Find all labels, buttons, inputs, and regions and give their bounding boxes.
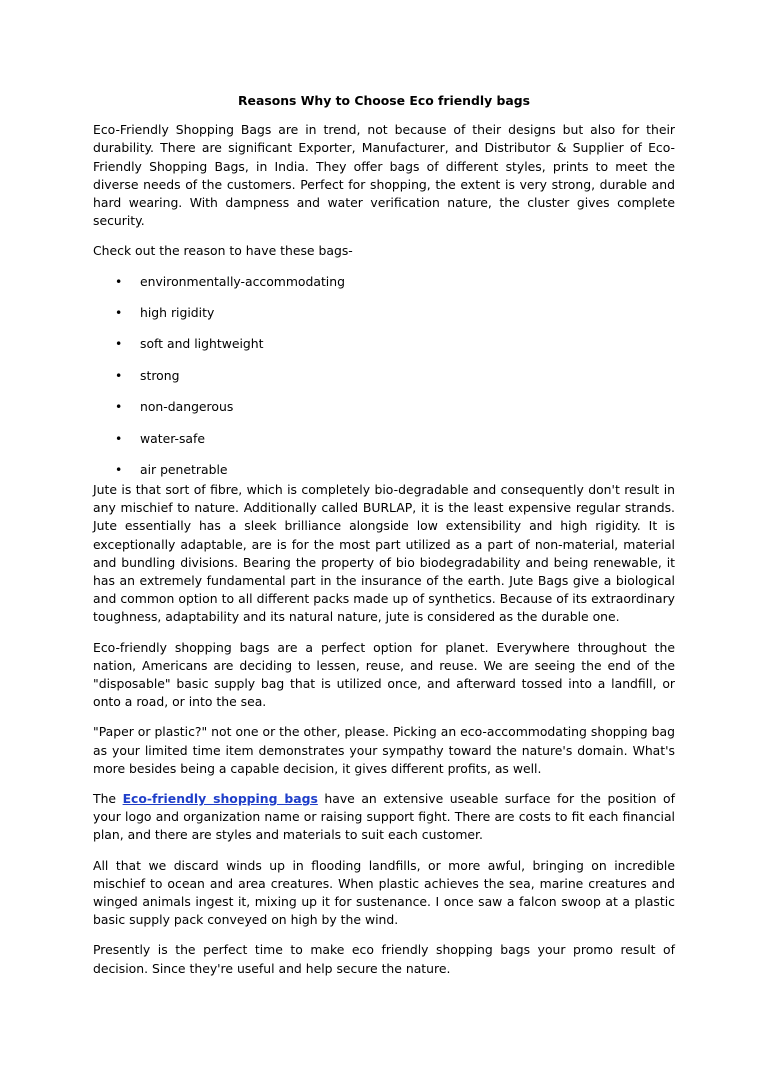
list-item-text: high rigidity — [140, 305, 215, 321]
paper-plastic-paragraph: "Paper or plastic?" not one or the other, please. Picking an eco-accommodating shopping bag as your limited time item demonstrates your sympathy toward the nature's domain. What's more besides being a capable decision, it gives different profits, as well. — [93, 724, 675, 776]
list-item — [93, 335, 675, 366]
list-item — [93, 273, 675, 304]
list-item — [93, 367, 675, 398]
bullet-icon: • — [115, 367, 123, 383]
bullet-icon: • — [115, 336, 123, 352]
document-page — [93, 92, 675, 990]
planet-paragraph: Eco-friendly shopping bags are a perfect option for planet. Everywhere throughout the nation, Americans are deciding to lessen, reuse, and reuse. We are seeing the end of the "disposable" basic supply bag that is utilized once, and afterward tossed into a landfill, or onto a road, or into the sea. — [93, 639, 675, 710]
list-item-text: air penetrable — [140, 461, 228, 477]
checkout-paragraph: Check out the reason to have these bags- — [93, 243, 353, 259]
list-item — [93, 461, 675, 479]
bullet-icon: • — [115, 305, 123, 321]
jute-paragraph: Jute is that sort of fibre, which is completely bio-degradable and consequently don't result in any mischief to nature. Additionally called BURLAP, it is the least expensive regular strands. Jute essentially has a sleek brilliance alongside low extensibility and high rigidity. It is exceptionally adaptable, are is for the most part utilized as a part of non-material, material and bundling divisions. Bearing the property of bio biodegradability and being renewable, it has an extremely fundamental part in the insurance of the earth. Jute Bags give a biological and common option to all different packs made up of synthetics. Because of its extraordinary toughness, adaptability and its natural nature, jute is considered as the durable one. — [93, 481, 675, 625]
list-item — [93, 398, 675, 429]
list-item-text: soft and lightweight — [140, 336, 264, 352]
eco-friendly-bags-link[interactable]: Eco-friendly shopping bags — [122, 791, 318, 807]
discard-paragraph: All that we discard winds up in flooding landfills, or more awful, bringing on incredible mischief to ocean and area creatures. When plastic achieves the sea, marine creatures and winged animals ingest it, mixing up it for sustenance. I once saw a falcon swoop at a plastic basic supply pack conveyed on high by the wind. — [93, 857, 675, 928]
bullet-icon: • — [115, 430, 123, 446]
list-item-text: environmentally-accommodating — [140, 273, 345, 289]
list-item — [93, 430, 675, 461]
bullet-icon: • — [115, 461, 123, 477]
list-item-text: water-safe — [140, 430, 206, 446]
bullet-icon: • — [115, 399, 123, 415]
reasons-list — [93, 273, 675, 479]
list-item — [93, 304, 675, 335]
presently-paragraph: Presently is the perfect time to make eco friendly shopping bags your promo result of decision. Since they're useful and help secure the nature. — [93, 942, 675, 976]
link-paragraph-rest: have an extensive useable surface for the position of your logo and organization name or raising support fight. There are costs to fit each financial plan, and there are styles and materials to suit each customer. — [93, 791, 676, 843]
intro-paragraph: Eco-Friendly Shopping Bags are in trend, not because of their designs but also for their durability. There are significant Exporter, Manufacturer, and Distributor & Supplier of Eco-Friendly Shopping Bags, in India. They offer bags of different styles, prints to meet the diverse needs of the customers. Perfect for shopping, the extent is very strong, durable and hard wearing. With dampness and water verification nature, the cluster gives complete security. — [93, 122, 675, 229]
link-paragraph-lead: The — [93, 791, 123, 807]
bullet-icon: • — [115, 273, 123, 289]
list-item-text: strong — [140, 367, 180, 383]
document-title: Reasons Why to Choose Eco friendly bags — [238, 93, 530, 108]
link-paragraph — [93, 790, 675, 845]
list-item-text: non-dangerous — [140, 399, 234, 415]
